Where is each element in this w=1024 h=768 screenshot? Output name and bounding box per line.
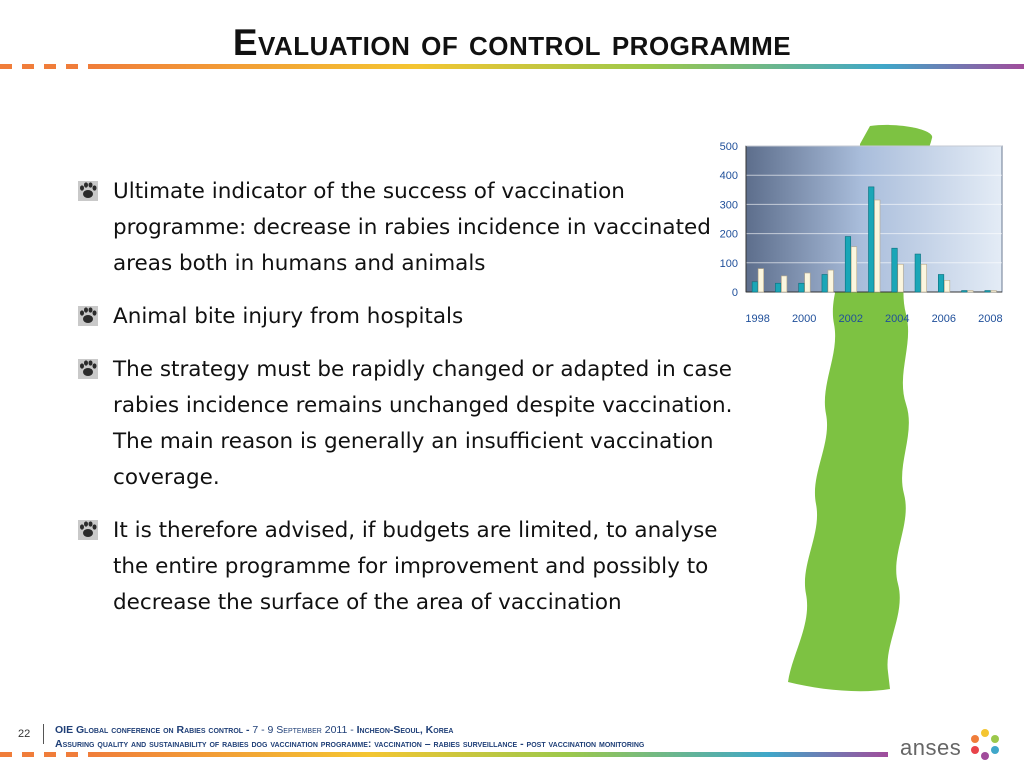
bullet-list [76, 174, 756, 638]
chart-bar [828, 270, 834, 292]
rabies-incidence-chart [700, 124, 1020, 704]
bullet-item [76, 299, 756, 335]
chart-bar [892, 248, 898, 292]
anses-logo-text: anses [900, 735, 962, 760]
y-tick-label: 500 [719, 141, 738, 153]
slide-title: Evaluation of control programme [232, 22, 792, 63]
footer-conference-date: 7 - 9 September 2011 - [249, 724, 357, 736]
anses-logo-icon [968, 727, 1002, 761]
chart-bar [869, 187, 875, 292]
chart-bar [962, 291, 968, 292]
chart-bar [991, 291, 997, 292]
footer-divider [43, 724, 44, 744]
title-dashed-rule [0, 64, 1024, 69]
paw-bullet-icon [76, 304, 100, 328]
chart-bar [915, 254, 921, 292]
y-tick-label: 100 [719, 257, 738, 270]
bullet-text: Ultimate indicator of the success of vaccination programme: decrease in rabies incidence in vaccinated areas both in humans and animals [113, 179, 711, 276]
paw-bullet-icon [76, 357, 100, 381]
y-tick-label: 400 [719, 170, 738, 183]
bullet-text: It is therefore advised, if budgets are limited, to analyse the entire programme for improvement and possibly to decrease the surface of the area of vaccination [113, 518, 718, 615]
chart-bar [805, 273, 811, 292]
x-tick-label: 2004 [885, 313, 910, 325]
bullet-text: The strategy must be rapidly changed or adapted in case rabies incidence remains unchanged despite vaccination. The main reason is generally an insufficient vaccination coverage. [113, 357, 733, 490]
footer-presentation-title: Assuring quality and sustainability of rabies dog vaccination programme: vaccination – rabies surveillance - post vaccination monitoring [55, 738, 645, 750]
y-tick-label: 0 [731, 287, 738, 299]
chart-bar [851, 247, 857, 292]
chart-bar [921, 264, 927, 292]
x-tick-label: 1998 [745, 313, 770, 325]
paw-bullet-icon [76, 179, 100, 203]
chart-bar [898, 264, 904, 292]
chart-bar [799, 283, 805, 292]
bullet-item [76, 174, 756, 282]
bullet-text: Animal bite injury from hospitals [113, 304, 464, 329]
chart-bar [985, 291, 991, 292]
chart-bar [845, 237, 851, 292]
footer-dashed-rule [0, 752, 1024, 757]
chart-bar [938, 274, 944, 292]
footer-conference-name: OIE Global conference on Rabies control - [55, 724, 250, 736]
x-tick-label: 2006 [931, 313, 957, 325]
bullet-item [76, 352, 756, 496]
chart-bar [781, 276, 787, 292]
chart-bar [758, 269, 764, 292]
footer-conference-line [55, 724, 453, 736]
paw-bullet-icon [76, 518, 100, 542]
chart-bar [775, 283, 781, 292]
chart-bar [822, 274, 828, 292]
chart-bar [944, 280, 950, 292]
footer-conference-place: Incheon-Seoul, Korea [356, 724, 454, 736]
chart-bar [968, 291, 974, 292]
bullet-item [76, 513, 756, 621]
page-number: 22 [18, 728, 31, 740]
x-tick-label: 2008 [978, 313, 1003, 325]
x-tick-label: 2000 [791, 313, 817, 325]
chart-bar [752, 282, 758, 292]
y-tick-label: 300 [719, 199, 738, 212]
x-tick-label: 2002 [838, 313, 863, 325]
y-tick-label: 200 [719, 228, 738, 241]
chart-bar [875, 200, 881, 292]
